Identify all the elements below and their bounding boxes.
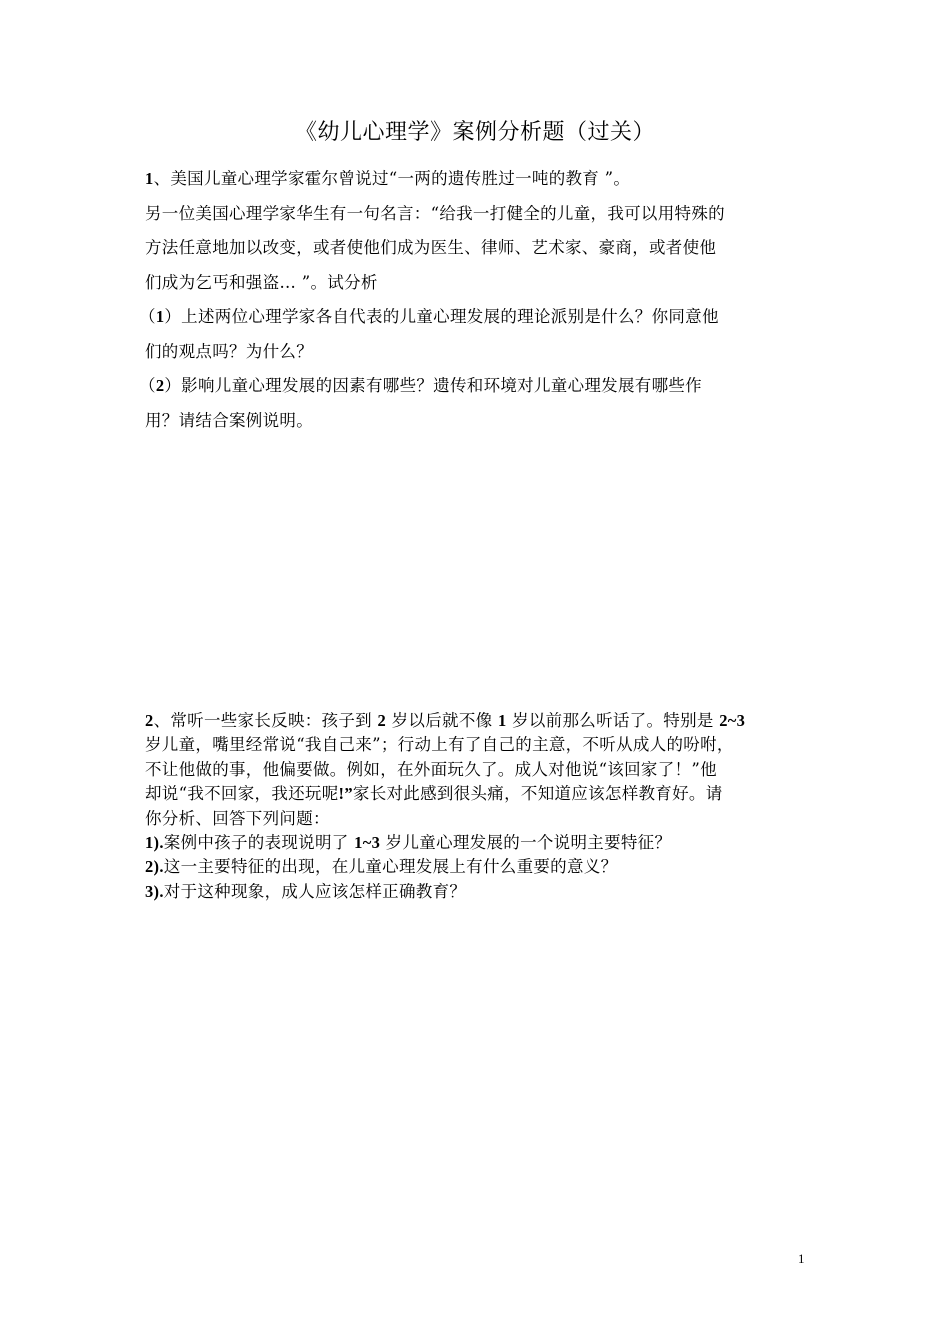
paren: （ [139,307,156,326]
question-2-item-1 [145,831,810,855]
page-title: 《幼儿心理学》案例分析题（过关） [294,120,655,145]
question-2 [145,709,810,904]
item-text: 岁儿童心理发展的一个说明主要特征？ [380,833,672,853]
age-range: 2~3 [719,711,746,730]
item-text: 案例中孩子的表现说明了 [163,833,355,853]
question-text: 却说“我不回家，我还玩呢 [145,784,339,804]
question-1-line: 们成为乞丐和强盗… ”。试分析 [145,272,378,292]
question-text: 家长对此感到很头痛，不知道应该怎样教育好。请 [352,784,723,804]
sub-question-number: 2 [155,376,165,395]
sub-question-2 [139,369,810,404]
item-number: 1). [145,833,164,853]
question-1 [139,162,810,438]
question-2-line: 不让他做的事，他偏要做。例如，在外面玩久了。成人对他说“该回家了！”他 [145,759,717,779]
question-2-line [145,709,810,733]
item-number: 2). [145,857,164,877]
question-1-line: 方法任意地加以改变，或者使他们成为医生、律师、艺术家、豪商，或者使他 [145,238,717,257]
question-2-item-3 [145,880,810,904]
question-number: 1 [145,169,154,188]
question-2-line: 岁儿童，嘴里经常说“我自己来”；行动上有了自己的主意，不听从成人的吩咐， [145,735,734,755]
question-number: 2 [145,711,154,730]
item-number: 3). [145,881,164,901]
question-text: 、常听一些家长反映：孩子到 [153,711,378,730]
age-range: 1~3 [354,833,381,853]
question-1-line [145,162,810,197]
sub-question-2-cont: 用？请结合案例说明。 [145,410,313,430]
question-2-line [145,782,810,806]
question-2-item-2 [145,855,810,879]
question-2-line: 你分析、回答下列问题： [145,808,330,828]
exclamation: !” [338,784,353,804]
paren: （ [139,376,156,395]
item-text: 这一主要特征的出现，在儿童心理发展上有什么重要的意义？ [163,857,618,877]
sub-question-text: ）影响儿童心理发展的因素有哪些？遗传和环境对儿童心理发展有哪些作 [164,376,702,395]
page-number: 1 [798,1251,805,1266]
sub-question-number: 1 [155,307,165,326]
age-number: 1 [497,711,507,730]
question-text: 、美国儿童心理学家霍尔曾说过“一两的遗传胜过一吨的教育 ”。 [153,169,631,188]
age-number: 2 [377,711,387,730]
sub-question-text: ）上述两位心理学家各自代表的儿童心理发展的理论派别是什么？你同意他 [164,307,719,326]
question-1-line: 另一位美国心理学家华生有一句名言：“给我一打健全的儿童，我可以用特殊的 [145,203,725,223]
sub-question-1-cont: 们的观点吗？为什么？ [145,341,313,361]
sub-question-1 [139,300,810,335]
question-text: 岁以后就不像 [386,711,498,730]
question-text: 岁以前那么听话了。特别是 [506,711,720,730]
item-text: 对于这种现象，成人应该怎样正确教育？ [163,881,467,901]
